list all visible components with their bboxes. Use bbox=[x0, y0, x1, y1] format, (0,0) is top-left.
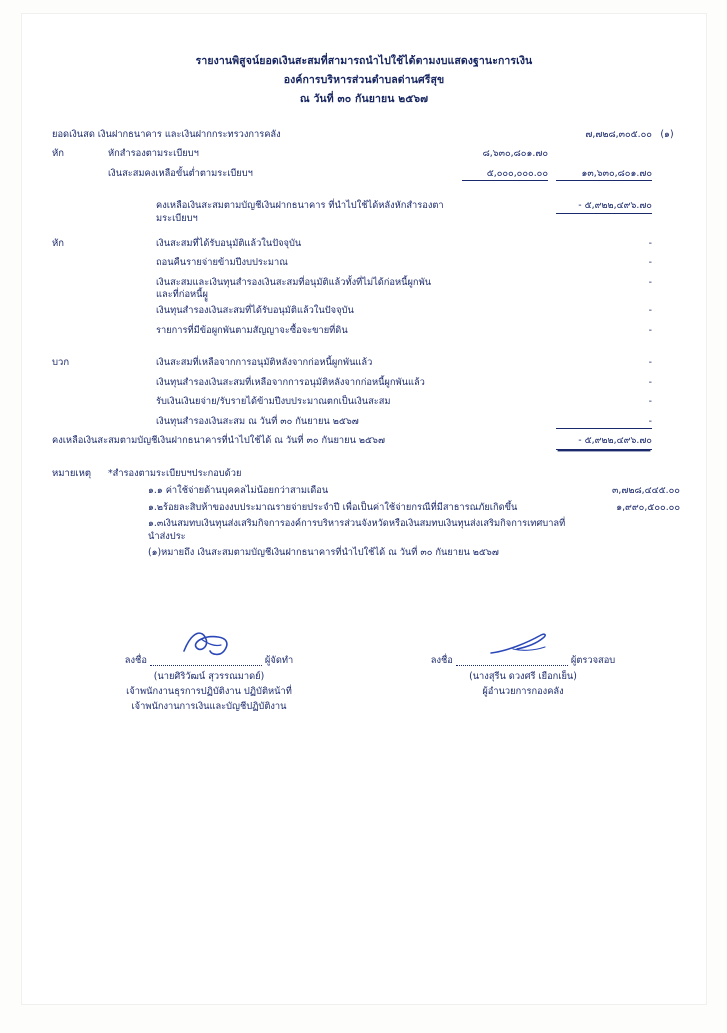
table-row bbox=[52, 168, 680, 184]
row-description: รายการที่มีข้อผูกพันตามสัญญาจะซื้อจะขายที่ดิน bbox=[156, 324, 348, 336]
note-item-amount: ๓,๗๒๘,๔๔๕.๐๐ bbox=[612, 485, 680, 497]
signature-suffix: ผู้ตรวจสอบ bbox=[570, 655, 616, 667]
row-amount-2-value: - bbox=[648, 396, 652, 408]
row-description: ถอนคืนรายจ่ายข้ามปีงบประมาณ bbox=[156, 257, 288, 269]
row-amount-1-value: ๕,๐๐๐,๐๐๐.๐๐ bbox=[462, 168, 548, 182]
row-amount-2-value: - bbox=[648, 357, 652, 369]
signature-role-1: เจ้าพนักงานธุรการปฏิบัติงาน ปฏิบัติหน้าที่ bbox=[126, 686, 292, 698]
report-title-line-3: ณ วันที่ ๓๐ กันยายน ๒๕๖๗ bbox=[299, 93, 429, 106]
report-title-line-2: องค์การบริหารส่วนตำบลด่านศรีสุข bbox=[283, 74, 445, 87]
row-spacer bbox=[52, 229, 680, 238]
row-description: เงินสะสมที่ได้รับอนุมัติแล้วในปัจจุบัน bbox=[156, 237, 302, 249]
row-description: รับเงินเงินยจ่าย/รับรายได้ข้ามปีงบประมาณตกเป็นเงินสะสม bbox=[156, 396, 391, 408]
notes-label: หมายเหตุ bbox=[52, 468, 92, 480]
table-row bbox=[52, 416, 680, 432]
row-amount-2-value: - bbox=[648, 324, 652, 336]
signature-suffix: ผู้จัดทำ bbox=[264, 655, 294, 667]
row-spacer bbox=[52, 344, 680, 357]
row-description: เงินทุนสำรองเงินสะสมที่ได้รับอนุมัติแล้วในปัจจุบัน bbox=[156, 305, 354, 317]
note-item-text: (๑)หมายถึง เงินสะสมตามบัญชีเงินฝากธนาคารที่นำไปใช้ได้ ณ วันที่ ๓๐ กันยายน ๒๕๖๗ bbox=[148, 547, 499, 559]
row-amount-2-value: - bbox=[648, 257, 652, 269]
report-table bbox=[22, 129, 706, 452]
signature-scribble-icon bbox=[174, 625, 244, 664]
paper-sheet bbox=[22, 14, 706, 1004]
table-row bbox=[52, 257, 680, 273]
signature-prefix: ลงชื่อ bbox=[124, 655, 147, 667]
row-amount-2-value: - bbox=[648, 376, 652, 388]
table-row bbox=[52, 396, 680, 412]
row-amount-2 bbox=[548, 238, 654, 251]
row-description: หักสำรองตามระเบียบฯ bbox=[108, 148, 199, 160]
signature-name: (นางสุรีน ดวงศรี เยือกเย็น) bbox=[469, 670, 577, 682]
row-description: เงินสะสมคงเหลือขั้นต่ำตามระเบียบฯ bbox=[108, 167, 253, 179]
table-row-total bbox=[52, 435, 680, 451]
report-title-line-1: รายงานพิสูจน์ยอดเงินสะสมที่สามารถนำไปใช้ได้ตามงบแสดงฐานะการเงิน bbox=[195, 55, 533, 67]
financial-report bbox=[22, 14, 706, 713]
row-amount-2 bbox=[548, 416, 654, 430]
table-row bbox=[52, 277, 680, 302]
note-item bbox=[52, 502, 680, 515]
signature-role-1: ผู้อำนวยการกองคลัง bbox=[482, 686, 564, 698]
row-amount-2: ๗,๗๒๘,๓๐๕.๐๐ bbox=[585, 128, 652, 140]
row-amount-2-value: - bbox=[648, 237, 652, 249]
signature-line bbox=[52, 638, 366, 668]
table-row bbox=[52, 129, 680, 145]
signature-line bbox=[366, 638, 680, 668]
row-amount-2 bbox=[548, 200, 654, 214]
table-row bbox=[52, 357, 680, 373]
row-amount-2-value: - bbox=[648, 305, 652, 317]
note-item bbox=[52, 518, 680, 543]
signature-block-preparer bbox=[52, 638, 366, 714]
row-amount-2 bbox=[548, 168, 654, 182]
row-amount-2-value: - bbox=[556, 416, 652, 430]
row-description: เงินทุนสำรองเงินสะสม ณ วันที่ ๓๐ กันยายน ๒๕๖๗ bbox=[156, 415, 359, 427]
row-amount-2-value: - ๕,๙๒๒,๔๙๖.๗๐ bbox=[556, 200, 652, 214]
note-item-text: ๑.๓เงินสมทบเงินทุนส่งเสริมกิจการองค์การบริหารส่วนจังหวัดหรือเงินสมทบเงินทุนส่งเสริมกิจการเทศบาลที่นำส่งประ bbox=[148, 518, 566, 542]
row-amount-2 bbox=[548, 257, 654, 270]
notes-section bbox=[22, 468, 706, 560]
note-item-amount: ๑,๙๙๐,๕๐๐.๐๐ bbox=[616, 501, 680, 513]
row-amount-2-value: - bbox=[648, 276, 652, 288]
row-description: คงเหลือเงินสะสมตามบัญชีเงินฝากธนาคาร ที่นำไปใช้ได้หลังหักสำรองตามระเบียบฯ bbox=[156, 200, 444, 224]
signature-block-reviewer bbox=[366, 638, 680, 714]
row-amount-2 bbox=[548, 305, 654, 318]
table-row bbox=[52, 238, 680, 254]
row-amount-2 bbox=[548, 357, 654, 370]
signature-name: (นายศิริวัฒน์ สุวรรณมาดย์) bbox=[153, 670, 265, 682]
row-amount-2 bbox=[548, 396, 654, 409]
signature-section bbox=[22, 638, 706, 714]
row-label: ยอดเงินสด เงินฝากธนาคาร และเงินฝากกระทรวงการคลัง bbox=[52, 128, 281, 140]
row-amount-2 bbox=[548, 325, 654, 338]
signature-dotted-line bbox=[150, 664, 262, 666]
signature-dotted-line bbox=[456, 664, 568, 666]
note-item bbox=[52, 547, 680, 560]
table-row bbox=[52, 200, 680, 225]
row-amount-2 bbox=[548, 435, 654, 450]
notes-heading: *สำรองตามระเบียบฯประกอบด้วย bbox=[108, 468, 242, 480]
row-amount-2-value: ๑๓,๖๓๐,๘๐๑.๗๐ bbox=[556, 168, 652, 182]
row-description: เงินทุนสำรองเงินสะสมที่เหลือจากการอนุมัติหลังจากก่อหนี้ผูกพันแล้ว bbox=[156, 376, 425, 388]
note-item bbox=[52, 485, 680, 498]
note-item-text: ๑.๑ ค่าใช้จ่ายด้านบุคคลไม่น้อยกว่าสามเดือน bbox=[148, 485, 329, 497]
row-amount-2 bbox=[548, 377, 654, 390]
notes-heading-row bbox=[52, 468, 680, 481]
row-spacer bbox=[52, 187, 680, 200]
row-description: เงินสะสมและเงินทุนสำรองเงินสะสมที่อนุมัติแล้วทั้งที่ไม่ได้ก่อหนี้ผูกพันและที่ก่อหนี้ผูู bbox=[156, 276, 432, 301]
row-amount-2-value: - ๕,๙๒๒,๔๙๖.๗๐ bbox=[556, 435, 652, 450]
row-note: (๑) bbox=[660, 128, 674, 140]
row-amount-1: ๘,๖๓๐,๘๐๑.๗๐ bbox=[482, 148, 548, 160]
row-amount-1 bbox=[452, 168, 548, 182]
table-row bbox=[52, 325, 680, 341]
table-row bbox=[52, 148, 680, 164]
row-label: หัก bbox=[52, 148, 65, 160]
row-description: เงินสะสมที่เหลือจากการอนุมัติหลังจากก่อหนี้ผูกพันแล้ว bbox=[156, 357, 373, 369]
row-label: หัก bbox=[52, 237, 65, 249]
signature-role-2: เจ้าพนักงานการเงินและบัญชีปฏิบัติงาน bbox=[131, 700, 287, 712]
row-amount-2 bbox=[548, 277, 654, 290]
row-label: บวก bbox=[52, 357, 70, 369]
signature-scribble-icon bbox=[483, 629, 563, 664]
table-row bbox=[52, 305, 680, 321]
note-item-text: ๑.๒ร้อยละสิบห้าของงบประมาณรายจ่ายประจำปี เพื่อเป็นค่าใช้จ่ายกรณีที่มีสาธารณภัยเกิดขึ้น bbox=[148, 501, 518, 513]
signature-prefix: ลงชื่อ bbox=[430, 655, 453, 667]
report-title-block bbox=[22, 54, 706, 107]
row-label: คงเหลือเงินสะสมตามบัญชีเงินฝากธนาคารที่นำไปใช้ได้ ณ วันที่ ๓๐ กันยายน ๒๕๖๗ bbox=[52, 435, 385, 447]
table-row bbox=[52, 377, 680, 393]
